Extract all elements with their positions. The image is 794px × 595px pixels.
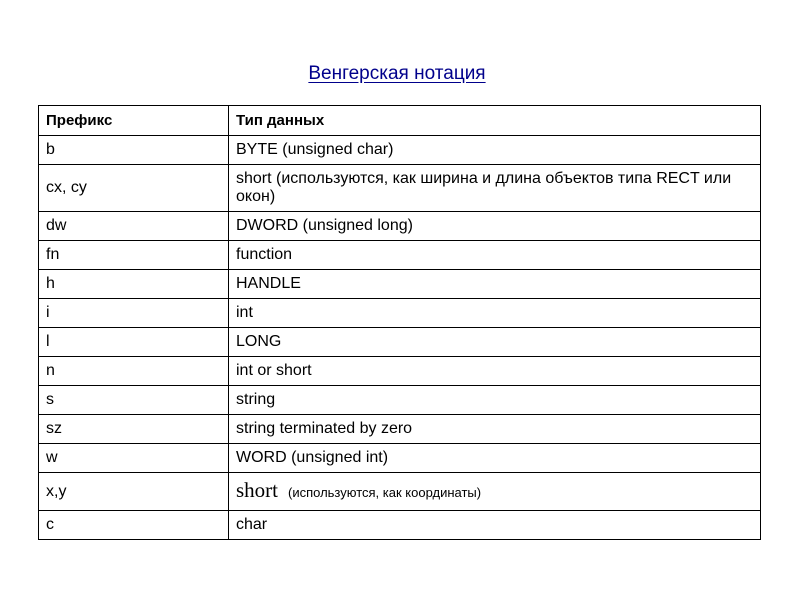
type-cell: int or short <box>229 357 761 386</box>
header-type: Тип данных <box>229 106 761 136</box>
title-link[interactable]: Венгерская нотация <box>308 63 486 84</box>
slide-title <box>0 61 794 87</box>
prefix-cell: i <box>39 299 229 328</box>
table-row <box>39 299 761 328</box>
prefix-cell: cx, cy <box>39 165 229 212</box>
type-cell: LONG <box>229 328 761 357</box>
table-row <box>39 241 761 270</box>
type-cell: string <box>229 386 761 415</box>
type-cell: WORD (unsigned int) <box>229 444 761 473</box>
table-row <box>39 165 761 212</box>
prefix-cell: c <box>39 511 229 540</box>
type-cell: HANDLE <box>229 270 761 299</box>
table-header-row <box>39 106 761 136</box>
table-row <box>39 415 761 444</box>
prefix-cell: x,y <box>39 473 229 511</box>
prefix-cell: n <box>39 357 229 386</box>
table-row <box>39 444 761 473</box>
prefix-cell: h <box>39 270 229 299</box>
notation-table <box>38 105 761 540</box>
prefix-cell: w <box>39 444 229 473</box>
table-row <box>39 328 761 357</box>
type-cell: function <box>229 241 761 270</box>
table-row <box>39 270 761 299</box>
prefix-cell: l <box>39 328 229 357</box>
type-cell: short (используются, как ширина и длина объектов типа RECT или окон) <box>229 165 761 212</box>
type-cell <box>229 473 761 511</box>
header-prefix: Префикс <box>39 106 229 136</box>
prefix-cell: sz <box>39 415 229 444</box>
type-cell: int <box>229 299 761 328</box>
prefix-cell: s <box>39 386 229 415</box>
table-row <box>39 386 761 415</box>
type-cell: char <box>229 511 761 540</box>
table-row <box>39 511 761 540</box>
prefix-cell: dw <box>39 212 229 241</box>
type-cell: BYTE (unsigned char) <box>229 136 761 165</box>
prefix-cell: fn <box>39 241 229 270</box>
type-cell: string terminated by zero <box>229 415 761 444</box>
prefix-cell: b <box>39 136 229 165</box>
type-cell: DWORD (unsigned long) <box>229 212 761 241</box>
table-row <box>39 473 761 511</box>
table-row <box>39 357 761 386</box>
type-text: short <box>236 478 278 502</box>
type-note: (используются, как координаты) <box>288 485 482 500</box>
table-row <box>39 212 761 241</box>
table-row <box>39 136 761 165</box>
